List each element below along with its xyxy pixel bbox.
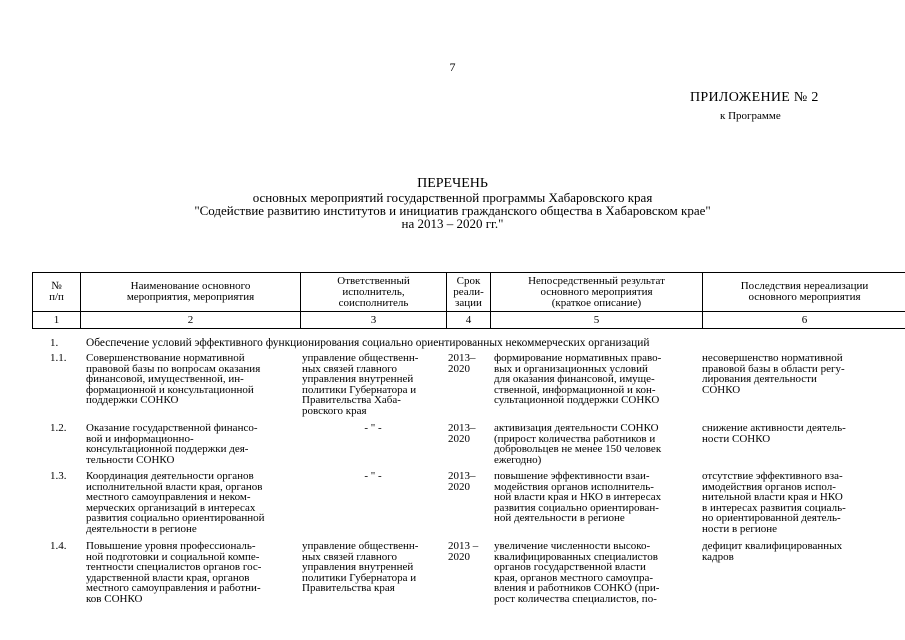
document-title: ПЕРЕЧЕНЬ [417,176,488,191]
column-number: 5 [491,312,703,329]
header-term: Срок реали- зации [447,273,491,312]
measure-name: Повышение уровня профессиональ- ной подготовки и социальной компе- тентности специалистов органов гос- ударственной власти края, органов местного самоуправления и работни- ков СОНКО [86,540,262,605]
section-title: Обеспечение условий эффективного функционирования социально ориентированных некоммерческих организаций [86,337,650,349]
header-consequence: Последствия нереализации основного мероприятия [703,273,905,312]
measure-term: 2013– 2020 [448,470,476,493]
measure-name: Совершенствование нормативной правовой базы по вопросам оказания финансовой, имущественной, ин- формационной и консультационной поддержки СОНКО [86,352,261,406]
measure-term: 2013– 2020 [448,352,476,375]
row-number: 1.2. [50,422,67,434]
page-number: 7 [449,60,456,74]
measure-name: Координация деятельности органов исполнительной власти края, органов местного самоуправления и неком- мерческих организаций в интересах развития социально ориентированной деятельности в регионе [86,470,265,535]
measure-result: активизация деятельности СОНКО (прирост количества работников и добровольцев не менее 150 человек ежегодно) [494,422,662,466]
subtitle-line: "Содействие развитию институтов и инициатив гражданского общества в Хабаровском крае" [194,203,711,218]
measure-consequence: снижение активности деятель- ности СОНКО [702,422,846,445]
row-number: 1.3. [50,470,67,482]
measure-result: повышение эффективности взаи- модействия органов исполнитель- ной власти края и НКО в интересах развития социально ориентирован- ной деятельности в регионе [494,470,662,524]
measure-consequence: дефицит квалифицированных кадров [702,540,843,563]
measure-term: 2013– 2020 [448,422,476,445]
measure-executor: управление общественн- ных связей главного управления внутренней политики Губернатора и Правительства Хаба- ровского края [302,352,419,417]
subtitle-line: на 2013 – 2020 гг." [401,216,504,231]
column-number: 3 [301,312,447,329]
measure-name: Оказание государственной финансо- вой и информационно- консультационной поддержки дея- тельности СОНКО [86,422,258,466]
header-executor: Ответственный исполнитель, соисполнитель [301,273,447,312]
document-subtitle [0,191,905,230]
measure-consequence: несовершенство нормативной правовой базы в области регу- лирования деятельности СОНКО [702,352,845,396]
appendix-subtitle: к Программе [720,110,781,122]
column-number: 6 [703,312,905,329]
measure-result: формирование нормативных право- вых и организационных условий для оказания финансовой, имуще- ственной, информационной и кон- сультационной поддержки СОНКО [494,352,662,406]
measure-executor-ditto: - " - [364,470,382,482]
row-number: 1.1. [50,352,67,364]
section-number: 1. [50,337,59,349]
subtitle-line: основных мероприятий государственной программы Хабаровского края [252,190,653,205]
measure-executor: управление общественн- ных связей главного управления внутренней политики Губернатора и Правительства края [302,540,419,594]
header-num: № п/п [33,273,81,312]
row-number: 1.4. [50,540,67,552]
column-number: 1 [33,312,81,329]
header-name: Наименование основного мероприятия, мероприятия [81,273,301,312]
header-result: Непосредственный результат основного мероприятия (краткое описание) [491,273,703,312]
column-number: 4 [447,312,491,329]
column-number: 2 [81,312,301,329]
measure-consequence: отсутствие эффективного вза- имодействия органов испол- нительной власти края и НКО в интересах развития социаль- но ориентированной деятель- ности в регионе [702,470,846,535]
measure-term: 2013 – 2020 [448,540,479,563]
appendix-title: ПРИЛОЖЕНИЕ № 2 [690,90,819,105]
measure-executor-ditto: - " - [364,422,382,434]
measure-result: увеличение численности высоко- квалифицированных специалистов органов государственной власти края, органов местного самоупра- вления и работников СОНКО (при- рост количества специалистов, по- [494,540,660,605]
measures-table-header [32,272,905,329]
